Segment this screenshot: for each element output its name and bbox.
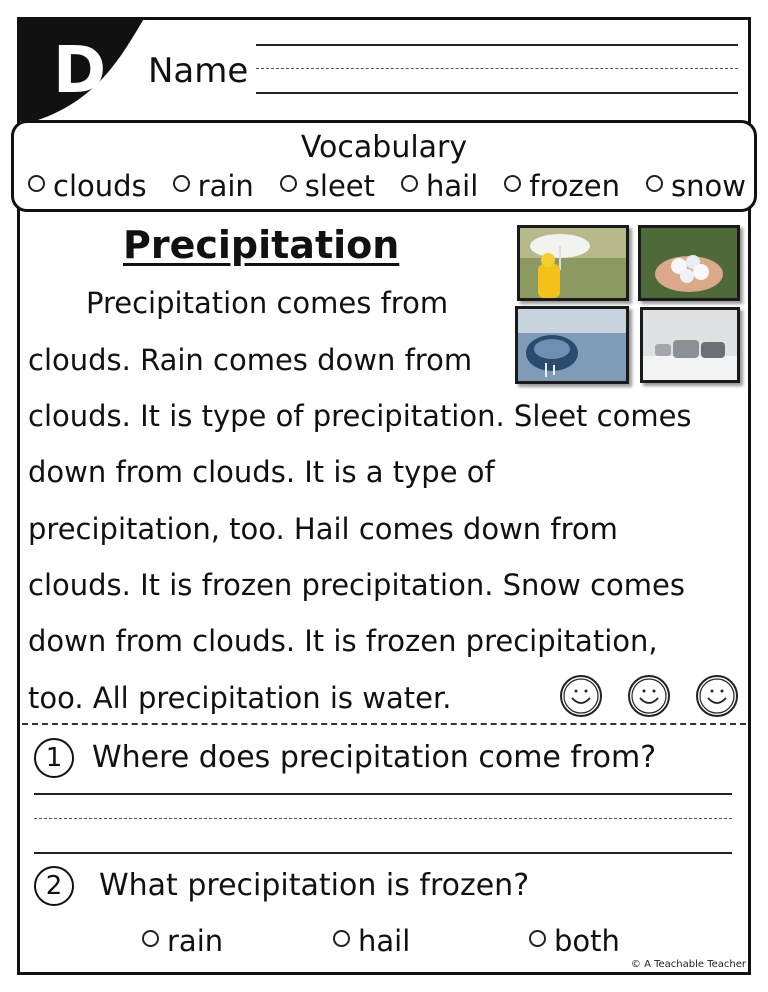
story-line: too. All precipitation is water. bbox=[28, 681, 452, 715]
checkbox-bubble-icon[interactable] bbox=[646, 175, 663, 192]
answer-option-hail[interactable]: hail bbox=[333, 927, 410, 956]
vocab-word-sleet[interactable]: sleet bbox=[280, 172, 375, 201]
vocabulary-title: Vocabulary bbox=[300, 130, 468, 165]
story-line: clouds. Rain comes down from bbox=[28, 343, 473, 377]
snow-photo bbox=[640, 307, 740, 383]
question-number: 1 bbox=[34, 738, 74, 778]
smiley-face-icon[interactable] bbox=[695, 674, 739, 718]
copyright-text: © A Teachable Teacher bbox=[630, 959, 746, 970]
answer-option-both[interactable]: both bbox=[529, 927, 620, 956]
story-line: down from clouds. It is frozen precipitation, bbox=[28, 624, 658, 658]
question-text: Where does precipitation come from? bbox=[92, 740, 657, 775]
checkbox-bubble-icon[interactable] bbox=[142, 930, 159, 947]
name-line-middle bbox=[256, 68, 738, 69]
story-line: clouds. It is frozen precipitation. Snow comes bbox=[28, 568, 685, 602]
checkbox-bubble-icon[interactable] bbox=[280, 175, 297, 192]
smiley-face-icon[interactable] bbox=[559, 674, 603, 718]
vocab-word-clouds[interactable]: clouds bbox=[28, 172, 147, 201]
name-label: Name bbox=[148, 51, 249, 91]
rain-photo bbox=[517, 225, 629, 301]
answer-line-bottom bbox=[34, 852, 732, 854]
name-line-top[interactable] bbox=[256, 44, 738, 46]
vocabulary-box bbox=[11, 120, 757, 212]
smiley-face-icon[interactable] bbox=[627, 674, 671, 718]
story-line: down from clouds. It is a type of bbox=[28, 455, 495, 489]
checkbox-bubble-icon[interactable] bbox=[401, 175, 418, 192]
name-line-bottom bbox=[256, 92, 738, 94]
vocab-word-snow[interactable]: snow bbox=[646, 172, 746, 201]
level-letter: D bbox=[53, 34, 107, 108]
story-line: Precipitation comes from bbox=[86, 286, 449, 320]
story-line: precipitation, too. Hail comes down from bbox=[28, 512, 618, 546]
question-text: What precipitation is frozen? bbox=[99, 868, 530, 903]
story-title: Precipitation bbox=[123, 223, 400, 267]
checkbox-bubble-icon[interactable] bbox=[28, 175, 45, 192]
answer-line-middle bbox=[34, 818, 732, 819]
vocab-word-frozen[interactable]: frozen bbox=[504, 172, 620, 201]
level-badge bbox=[17, 17, 147, 121]
checkbox-bubble-icon[interactable] bbox=[529, 930, 546, 947]
vocab-word-rain[interactable]: rain bbox=[173, 172, 254, 201]
section-divider bbox=[22, 723, 746, 725]
question-number: 2 bbox=[34, 866, 74, 906]
checkbox-bubble-icon[interactable] bbox=[504, 175, 521, 192]
story-line: clouds. It is type of precipitation. Sleet comes bbox=[28, 399, 692, 433]
vocabulary-list bbox=[28, 169, 746, 203]
checkbox-bubble-icon[interactable] bbox=[333, 930, 350, 947]
answer-option-rain[interactable]: rain bbox=[142, 927, 223, 956]
answer-line-top[interactable] bbox=[34, 793, 732, 795]
hail-photo bbox=[638, 225, 740, 301]
vocab-word-hail[interactable]: hail bbox=[401, 172, 478, 201]
checkbox-bubble-icon[interactable] bbox=[173, 175, 190, 192]
sleet-photo bbox=[515, 306, 629, 384]
